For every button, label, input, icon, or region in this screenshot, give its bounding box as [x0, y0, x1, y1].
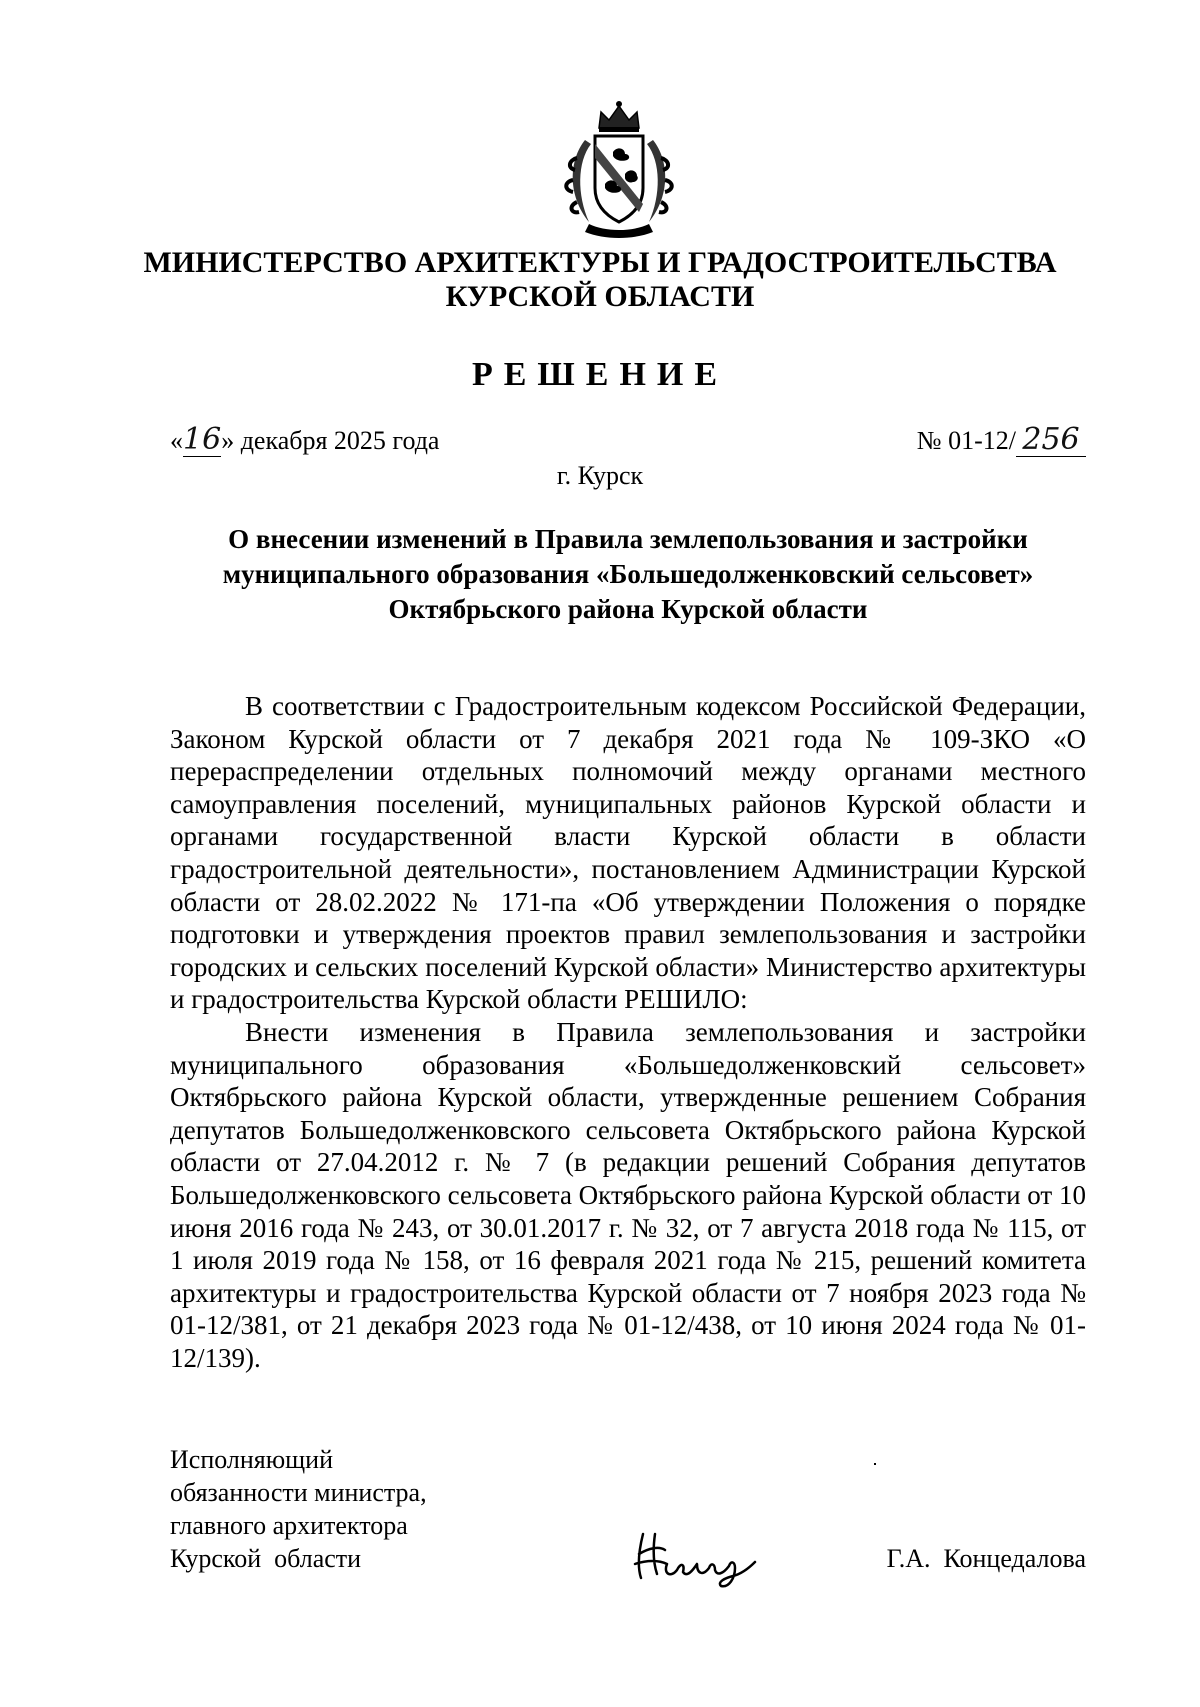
subject-line1: О внесении изменений в Правила землепользования и застройки: [228, 524, 1028, 554]
body-paragraph-resolution: Внести изменения в Правила землепользования и застройки муниципального образования «Большедолженковский сельсовет» Октябрьского района Курской области, утвержденные решением Собрания депутатов Большедолженковского сельсовета Октябрьского района Курской области от 27.04.2012 г. № 7 (в редакции решений Собрания депутатов Большедолженковского сельсовета Октябрьского района Курской области от 10 июня 2016 года № 243, от 30.01.2017 г. № 32, от 7 августа 2018 года № 115, от 1 июля 2019 года № 158, от 16 февраля 2021 года № 215, решений комитета архитектуры и градостроительства Курской области от 7 ноября 2023 года № 01-12/381, от 21 декабря 2023 года № 01-12/438, от 10 июня 2024 года № 01-12/139).: [170, 1016, 1086, 1373]
subject-line2: муниципального образования «Большедолженковский сельсовет»: [222, 559, 1034, 589]
ministry-header: [0, 246, 1200, 314]
signer-position-line2: обязанности министра,: [170, 1478, 427, 1507]
document-type-title: РЕШЕНИЕ: [471, 356, 729, 393]
signer-position-line4: Курской области: [170, 1544, 362, 1573]
date-close-quote: »: [221, 426, 235, 455]
kursk-coat-of-arms-icon: [555, 100, 683, 240]
decision-number-prefix: № 01-12/: [916, 426, 1016, 455]
body-paragraph-basis: В соответствии с Градостроительным кодексом Российской Федерации, Законом Курской области от 7 декабря 2021 года № 109-ЗКО «О перераспределении отдельных полномочий между органами местного самоуправления поселений, муниципальных районов Курской области и органами государственной власти Курской области в области градостроительной деятельности», постановлением Администрации Курской области от 28.02.2022 № 171-па «Об утверждении Положения о порядке подготовки и утверждения проектов правил землепользования и застройки городских и сельских поселений Курской области» Министерство архитектуры и градостроительства Курской области РЕШИЛО:: [170, 691, 1086, 1015]
decision-date: [170, 424, 439, 457]
signer-position-line3: главного архитектора: [170, 1511, 408, 1540]
subject-line3: Октябрьского района Курской области: [388, 594, 868, 624]
stray-dot: [874, 1463, 876, 1465]
ministry-name-line1: МИНИСТЕРСТВО АРХИТЕКТУРЫ И ГРАДОСТРОИТЕЛЬСТВА: [143, 246, 1057, 279]
signer-name: Г.А. Концедалова: [886, 1544, 1086, 1573]
date-open-quote: «: [170, 426, 183, 455]
decision-subject: [170, 522, 1086, 627]
signer-position: [170, 1443, 490, 1575]
signer-position-line1: Исполняющий: [170, 1445, 334, 1474]
ministry-name-line2: КУРСКОЙ ОБЛАСТИ: [445, 280, 755, 313]
date-month-year: декабря 2025 года: [234, 426, 440, 455]
decision-body: [170, 690, 1086, 1374]
issue-city: г. Курск: [556, 461, 644, 490]
handwritten-signature-icon: [625, 1520, 775, 1590]
decision-number-handwritten: 256: [1016, 424, 1086, 457]
decision-number: [917, 424, 1086, 457]
date-day-handwritten: 16: [183, 422, 222, 457]
